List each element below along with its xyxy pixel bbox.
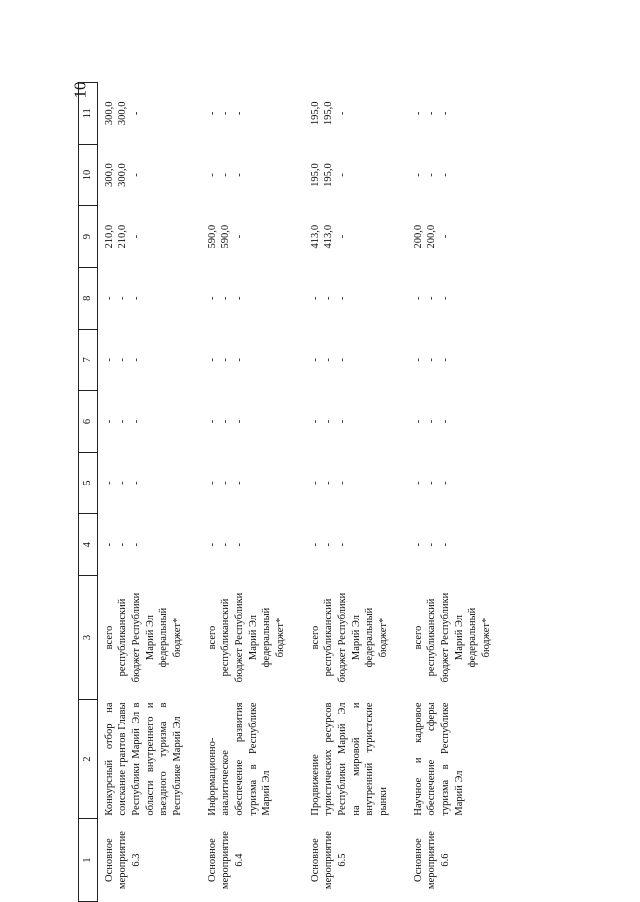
funding-source-line: всего <box>309 625 321 650</box>
value-line: - <box>206 543 218 547</box>
event-code-line: 6.3 <box>130 853 142 867</box>
event-code-line: мероприятие <box>323 831 335 890</box>
value-line: 300,0 <box>103 101 115 126</box>
value-line: - <box>103 419 115 424</box>
value-cell-7 <box>97 329 201 391</box>
table-row <box>304 83 407 902</box>
value-line: - <box>309 296 321 301</box>
value-line: 300,0 <box>117 101 129 126</box>
event-code-line: мероприятие <box>220 831 232 890</box>
value-cell-11 <box>407 83 510 145</box>
funding-source-cell <box>407 576 510 700</box>
value-line: - <box>323 543 335 547</box>
funding-source-line: всего <box>103 625 115 650</box>
value-line: - <box>233 358 245 362</box>
column-header-4: 4 <box>79 514 98 576</box>
event-code-cell <box>304 819 407 902</box>
value-cell-4 <box>97 514 201 576</box>
value-line: - <box>117 296 129 301</box>
event-title: Конкурсный отбор на соискание грантов Главы Республики Марий Эл в области внутреннего и въездного туризма в Республике Марий Эл <box>103 702 183 816</box>
event-title: Продвижение туристических ресурсов Республики Марий Эл на мировой и внутренний туристские рынки <box>309 702 389 816</box>
value-line: - <box>412 111 424 116</box>
value-line: 590,0 <box>206 224 218 249</box>
funding-source-line: федеральный <box>364 607 376 668</box>
value-line: 300,0 <box>117 163 129 187</box>
value-line: - <box>233 296 245 301</box>
value-line: - <box>439 419 451 424</box>
value-line: - <box>439 543 451 547</box>
value-line: - <box>233 543 245 547</box>
value-line: 195,0 <box>309 101 321 126</box>
funding-source-line: республиканский <box>117 598 129 677</box>
value-line: - <box>336 296 348 301</box>
column-header-5: 5 <box>79 452 98 514</box>
value-line: - <box>103 358 115 362</box>
value-line: - <box>309 358 321 362</box>
value-line: - <box>439 296 451 301</box>
column-header-10: 10 <box>79 144 98 206</box>
value-line: - <box>206 111 218 116</box>
value-cell-5 <box>304 452 407 514</box>
value-cell-5 <box>97 452 201 514</box>
column-header-3: 3 <box>79 576 98 700</box>
column-header-1: 1 <box>79 819 98 902</box>
value-line: - <box>426 111 438 116</box>
event-code-line: Основное <box>103 838 115 882</box>
event-title-cell <box>304 699 407 818</box>
value-line: - <box>336 234 348 239</box>
value-line: - <box>206 358 218 362</box>
value-line: - <box>220 296 232 301</box>
funding-source-cell <box>304 576 407 700</box>
value-line: - <box>412 481 424 485</box>
value-line: - <box>206 481 218 485</box>
value-line: 195,0 <box>323 163 335 187</box>
header-row <box>79 83 98 902</box>
value-line: - <box>220 481 232 485</box>
value-line: 195,0 <box>323 101 335 126</box>
value-line: - <box>220 358 232 362</box>
funding-source-line: республиканский <box>220 598 232 677</box>
value-cell-7 <box>304 329 407 391</box>
value-line: - <box>130 358 142 362</box>
value-line: - <box>233 173 245 177</box>
value-cell-8 <box>201 267 304 329</box>
value-line: 195,0 <box>309 163 321 187</box>
value-line: - <box>117 358 129 362</box>
value-line: - <box>426 358 438 362</box>
funding-source-line: федеральный <box>261 607 273 668</box>
event-code-line: 6.4 <box>233 853 245 867</box>
event-code-line: Основное <box>206 838 218 882</box>
event-code-cell <box>201 819 304 902</box>
value-line: - <box>233 419 245 424</box>
value-line: - <box>130 111 142 116</box>
value-cell-7 <box>407 329 510 391</box>
value-cell-8 <box>304 267 407 329</box>
value-cell-7 <box>201 329 304 391</box>
event-code-line: мероприятие <box>426 831 438 890</box>
value-line: 210,0 <box>117 224 129 249</box>
value-line: - <box>220 543 232 547</box>
column-header-9: 9 <box>79 206 98 268</box>
value-cell-10 <box>97 144 201 206</box>
value-line: - <box>439 173 451 177</box>
table-body <box>97 83 510 902</box>
value-cell-10 <box>201 144 304 206</box>
value-line: - <box>412 419 424 424</box>
column-header-11: 11 <box>79 83 98 145</box>
value-cell-6 <box>201 391 304 453</box>
value-cell-9 <box>304 206 407 268</box>
value-line: - <box>103 296 115 301</box>
funding-source-line: республиканский <box>323 598 335 677</box>
value-line: - <box>103 481 115 485</box>
value-line: - <box>117 419 129 424</box>
value-line: - <box>426 173 438 177</box>
value-line: - <box>412 358 424 362</box>
value-cell-8 <box>97 267 201 329</box>
value-line: 200,0 <box>412 224 424 249</box>
event-code-cell <box>407 819 510 902</box>
value-line: - <box>130 234 142 239</box>
value-line: - <box>117 481 129 485</box>
column-header-7: 7 <box>79 329 98 391</box>
value-line: - <box>323 358 335 362</box>
value-cell-6 <box>407 391 510 453</box>
funding-source-line: бюджет Республики <box>233 592 245 683</box>
funding-source-line: бюджет* <box>274 617 286 658</box>
value-line: - <box>439 358 451 362</box>
funding-source-line: республиканский <box>426 598 438 677</box>
funding-source-line: всего <box>412 625 424 650</box>
funding-source-line: Марий Эл <box>350 614 362 661</box>
value-cell-4 <box>201 514 304 576</box>
value-line: - <box>117 543 129 547</box>
value-line: 413,0 <box>323 224 335 249</box>
table-row <box>97 83 201 902</box>
value-cell-4 <box>304 514 407 576</box>
value-line: - <box>323 419 335 424</box>
value-line: - <box>220 173 232 177</box>
value-line: - <box>426 481 438 485</box>
event-title-cell <box>97 699 201 818</box>
value-line: 210,0 <box>103 224 115 249</box>
value-cell-10 <box>407 144 510 206</box>
funding-source-line: федеральный <box>158 607 170 668</box>
event-title: Информационно-аналитическое обеспечение развития туризма в Республике Марий Эл <box>206 702 273 816</box>
value-line: - <box>439 111 451 116</box>
column-header-6: 6 <box>79 391 98 453</box>
value-line: - <box>233 234 245 239</box>
event-title: Научное и кадровое обеспечение сферы туризма в Республике Марий Эл <box>412 702 465 816</box>
value-line: - <box>426 419 438 424</box>
value-line: - <box>336 543 348 547</box>
page-number: 10 <box>70 81 90 99</box>
value-line: - <box>336 111 348 116</box>
value-cell-6 <box>97 391 201 453</box>
funding-source-cell <box>201 576 304 700</box>
event-code-line: Основное <box>309 838 321 882</box>
event-code-line: мероприятие <box>117 831 129 890</box>
value-line: - <box>412 173 424 177</box>
column-header-8: 8 <box>79 267 98 329</box>
value-line: 300,0 <box>103 163 115 187</box>
value-line: 590,0 <box>220 224 232 249</box>
funding-source-line: Марий Эл <box>144 614 156 661</box>
event-code-cell <box>97 819 201 902</box>
funding-source-cell <box>97 576 201 700</box>
budget-table <box>78 82 510 902</box>
value-line: 413,0 <box>309 224 321 249</box>
value-line: - <box>323 481 335 485</box>
value-line: - <box>309 419 321 424</box>
value-line: - <box>309 481 321 485</box>
value-line: 200,0 <box>426 224 438 249</box>
value-line: - <box>206 419 218 424</box>
column-header-2: 2 <box>79 699 98 818</box>
value-cell-9 <box>407 206 510 268</box>
value-cell-5 <box>201 452 304 514</box>
value-line: - <box>426 543 438 547</box>
value-cell-9 <box>97 206 201 268</box>
value-cell-11 <box>201 83 304 145</box>
funding-source-line: Марий Эл <box>453 614 465 661</box>
value-line: - <box>130 296 142 301</box>
funding-source-line: бюджет Республики <box>439 592 451 683</box>
value-line: - <box>220 111 232 116</box>
value-line: - <box>323 296 335 301</box>
value-line: - <box>130 419 142 424</box>
value-line: - <box>130 481 142 485</box>
funding-source-line: бюджет* <box>171 617 183 658</box>
value-line: - <box>103 543 115 547</box>
value-line: - <box>220 419 232 424</box>
value-line: - <box>412 296 424 301</box>
value-line: - <box>206 173 218 177</box>
event-title-cell <box>407 699 510 818</box>
value-line: - <box>439 481 451 485</box>
value-cell-8 <box>407 267 510 329</box>
funding-source-line: бюджет Республики <box>130 592 142 683</box>
value-line: - <box>412 543 424 547</box>
value-cell-11 <box>304 83 407 145</box>
value-line: - <box>309 543 321 547</box>
value-line: - <box>336 173 348 177</box>
value-line: - <box>130 173 142 177</box>
funding-source-line: Марий Эл <box>247 614 259 661</box>
value-line: - <box>426 296 438 301</box>
funding-source-line: федеральный <box>467 607 479 668</box>
value-cell-11 <box>97 83 201 145</box>
funding-source-line: бюджет* <box>480 617 492 658</box>
value-line: - <box>206 296 218 301</box>
value-line: - <box>336 481 348 485</box>
table-row <box>201 83 304 902</box>
value-cell-9 <box>201 206 304 268</box>
value-line: - <box>439 234 451 239</box>
funding-source-line: бюджет Республики <box>336 592 348 683</box>
event-code-line: Основное <box>412 838 424 882</box>
value-line: - <box>233 481 245 485</box>
value-line: - <box>336 419 348 424</box>
event-code-line: 6.6 <box>439 853 451 867</box>
value-cell-4 <box>407 514 510 576</box>
event-title-cell <box>201 699 304 818</box>
funding-source-line: всего <box>206 625 218 650</box>
value-line: - <box>336 358 348 362</box>
value-cell-5 <box>407 452 510 514</box>
table-row <box>407 83 510 902</box>
event-code-line: 6.5 <box>336 853 348 867</box>
value-cell-10 <box>304 144 407 206</box>
rotated-table-container <box>78 82 608 902</box>
value-cell-6 <box>304 391 407 453</box>
funding-source-line: бюджет* <box>377 617 389 658</box>
value-line: - <box>130 543 142 547</box>
value-line: - <box>233 111 245 116</box>
